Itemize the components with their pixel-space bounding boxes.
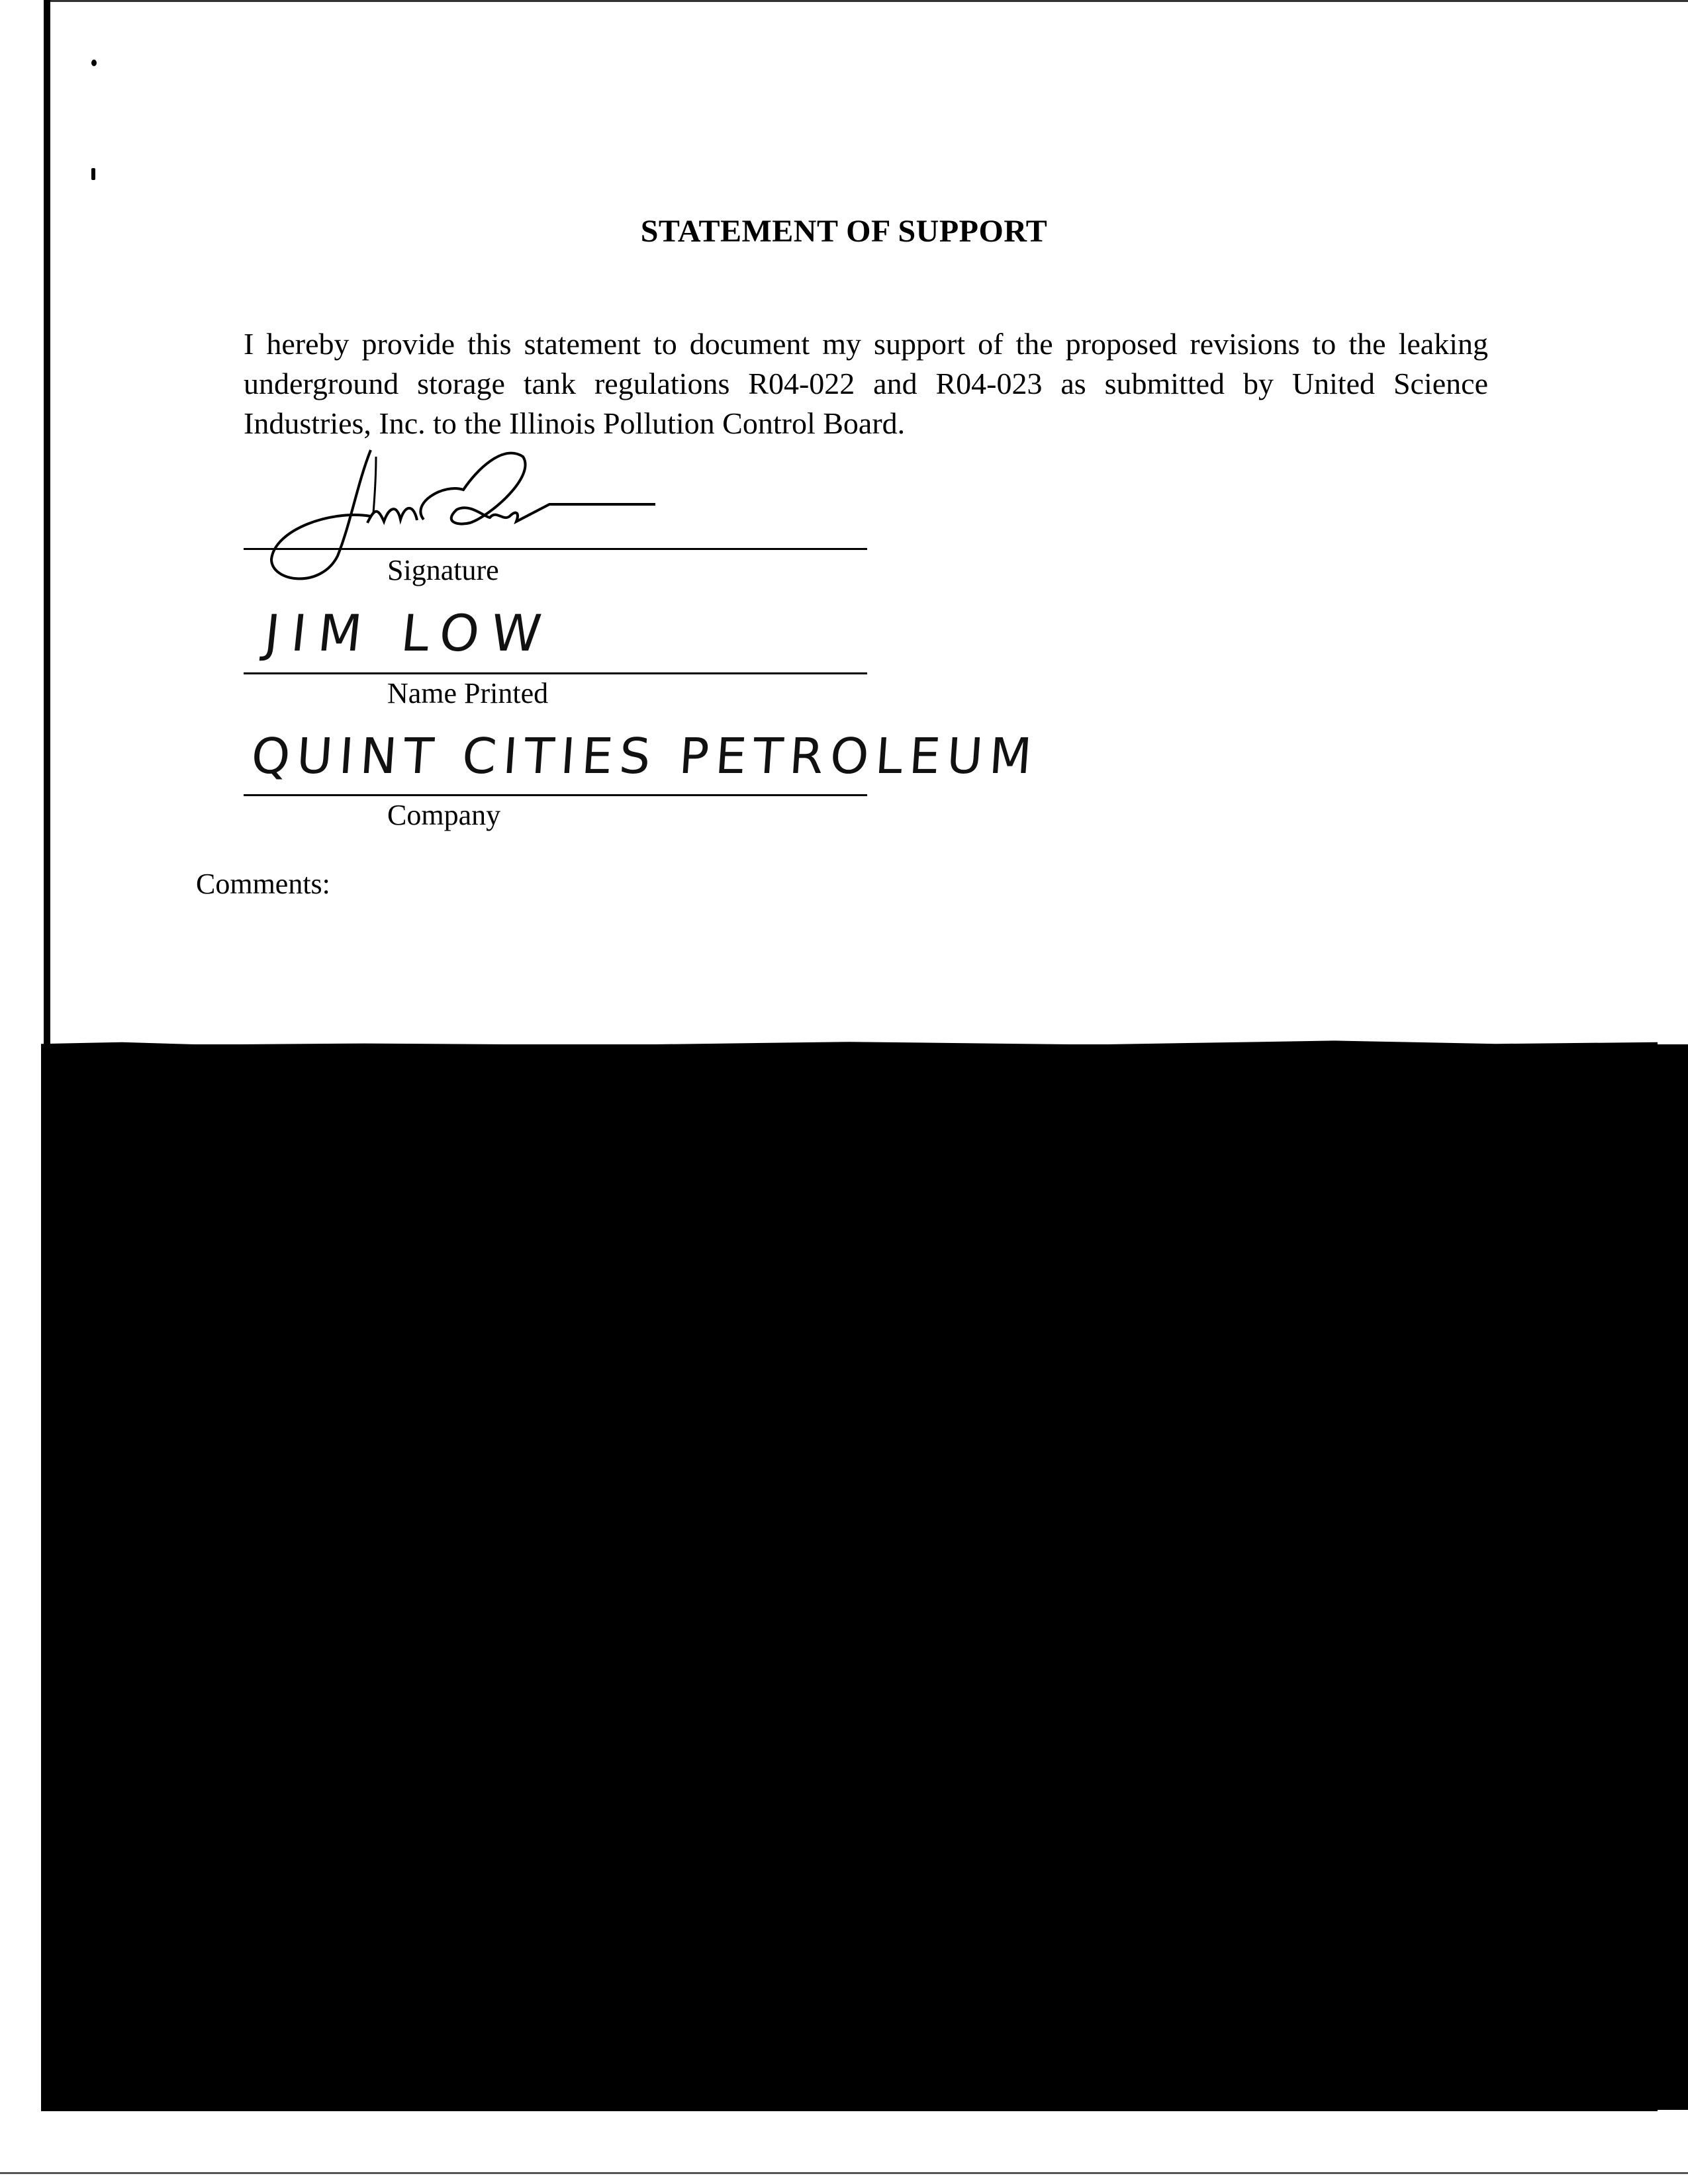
scan-speck bbox=[91, 168, 95, 180]
scan-left-edge bbox=[44, 0, 50, 1052]
comments-label: Comments: bbox=[196, 868, 330, 900]
scan-bottom-edge bbox=[0, 2172, 1688, 2174]
signature-line bbox=[244, 548, 867, 550]
scan-top-edge bbox=[44, 0, 1688, 2]
document-title: STATEMENT OF SUPPORT bbox=[640, 214, 1048, 249]
redaction-right-strip bbox=[1658, 1044, 1688, 2110]
name-line bbox=[244, 672, 867, 674]
statement-body: I hereby provide this statement to document my support of the proposed revisions to the leaking underground storage tank regulations R04-022 and R04-023 as submitted by United Science Industries, Inc. to the Illinois Pollution Control Board. bbox=[244, 327, 1488, 440]
signature-label: Signature bbox=[387, 554, 499, 586]
redacted-area bbox=[41, 1044, 1658, 2111]
scan-speck bbox=[91, 60, 97, 66]
name-printed-label: Name Printed bbox=[387, 677, 549, 709]
company-label: Company bbox=[387, 799, 501, 831]
handwritten-name: JIM LOW bbox=[261, 604, 556, 662]
handwritten-company: QUINT CITIES PETROLEUM bbox=[249, 728, 1041, 785]
company-line bbox=[244, 794, 867, 796]
